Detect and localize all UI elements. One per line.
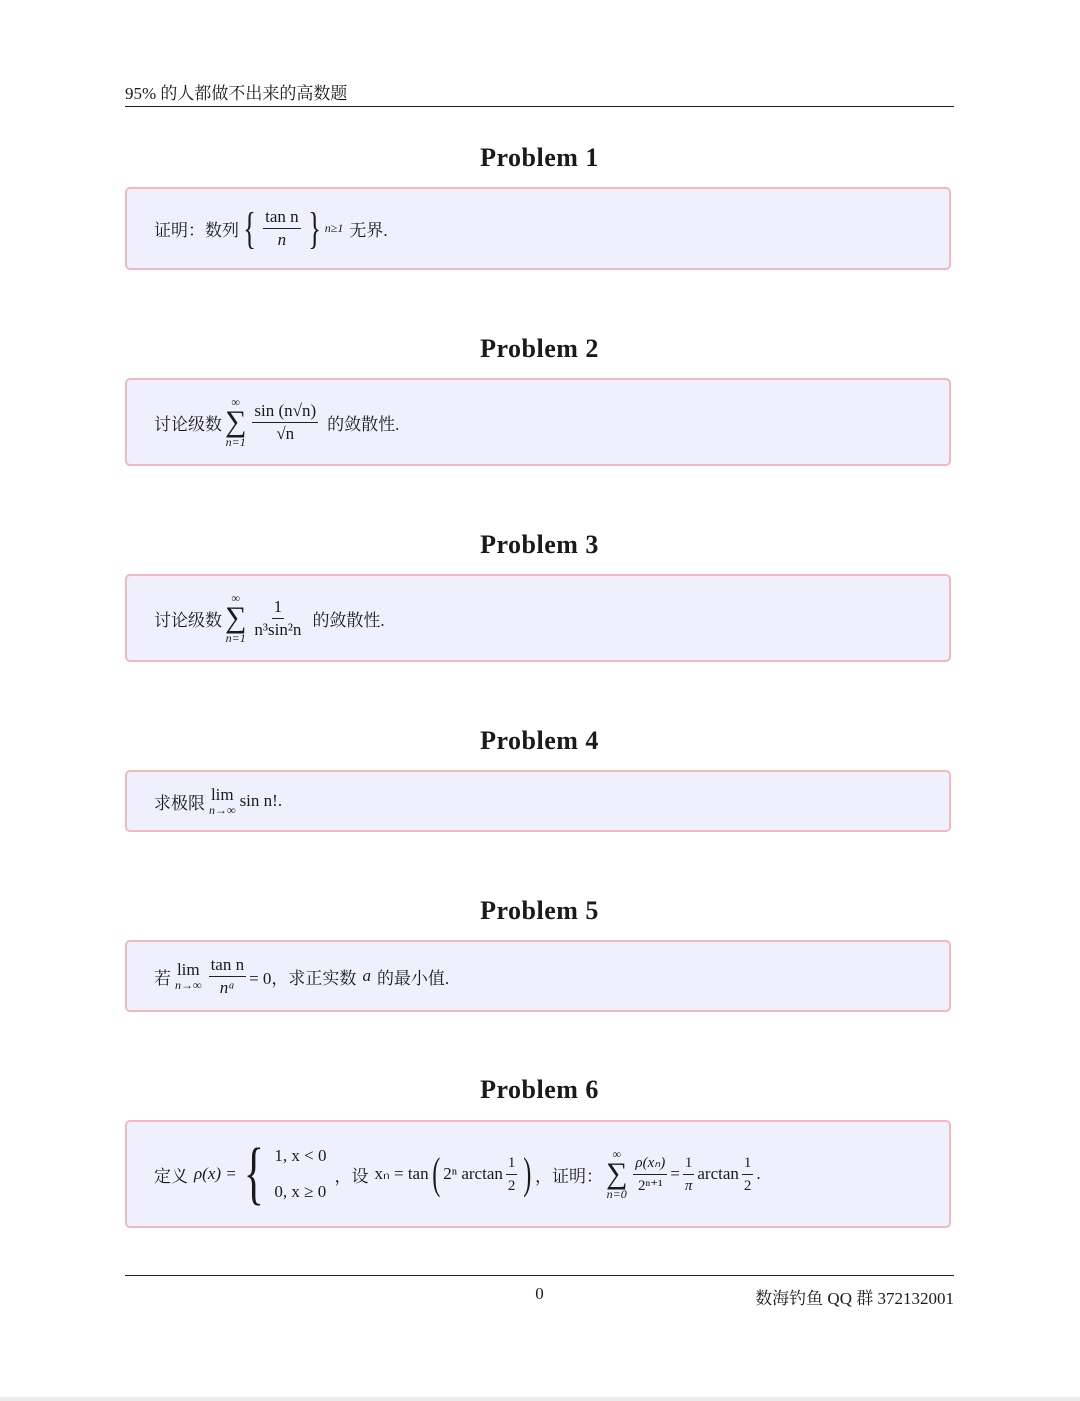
fraction-numerator: 1 (742, 1154, 754, 1175)
page-header (125, 82, 954, 107)
problem-4-box (125, 770, 951, 832)
page-bottom-edge (0, 1397, 1080, 1401)
problem-2-title: Problem 2 (480, 334, 599, 363)
problem-3-prefix: 讨论级数 (154, 610, 222, 630)
fraction-denominator: n (277, 230, 287, 249)
fraction-numerator: tan n (263, 208, 301, 229)
sum-upper: ∞ (231, 591, 240, 605)
fraction-denominator: 2 (743, 1177, 752, 1194)
piecewise-cases (274, 1138, 326, 1210)
problem-6-box (125, 1120, 951, 1228)
problem-3-suffix: 的敛散性. (312, 610, 385, 630)
problem-6-mid2: ，证明： (535, 1166, 604, 1186)
lim-subscript: n→∞ (209, 803, 236, 817)
problem-5-fraction (209, 956, 247, 997)
fraction-numerator: sin (n√n) (252, 402, 318, 423)
fraction-numerator: ρ(xₙ) (633, 1154, 667, 1175)
problem-1-prefix: 证明：数列 (154, 221, 239, 240)
fraction-denominator: n³sin²n (254, 619, 302, 639)
limit (175, 961, 202, 991)
sum-upper: ∞ (612, 1147, 621, 1161)
sum-lower: n=0 (606, 1187, 627, 1201)
right-brace: } (307, 203, 321, 253)
problem-5-prefix: 若 (154, 968, 171, 988)
problem-1-box (125, 187, 951, 270)
page-number: 0 (535, 1284, 544, 1303)
cases-brace: { (243, 1135, 264, 1212)
fraction-denominator: nᵃ (219, 977, 235, 997)
lim-subscript: n→∞ (175, 978, 202, 992)
fraction-numerator: tan n (209, 956, 247, 977)
left-paren: ( (431, 1149, 440, 1198)
page-footer (125, 1275, 954, 1306)
half-fraction (506, 1154, 518, 1195)
problem-3-box (125, 574, 951, 662)
fraction-denominator: π (684, 1177, 693, 1194)
fraction-denominator: 2 (507, 1177, 516, 1194)
end-period: . (756, 1164, 761, 1183)
sum-lower: n=1 (225, 631, 246, 645)
xn-definition: xₙ = tan (374, 1164, 429, 1183)
fraction-numerator: 1 (272, 598, 285, 619)
lim-label: lim (176, 960, 200, 979)
fraction-denominator: 2ⁿ⁺¹ (638, 1177, 663, 1194)
arctan-label: arctan (697, 1164, 739, 1183)
case-1: 1, x < 0 (274, 1146, 327, 1165)
left-brace: { (243, 203, 256, 253)
problem-5-mid: = 0，求正实数 (249, 968, 357, 988)
problem-5-variable: a (362, 966, 371, 985)
summation (225, 592, 246, 644)
problem-3-fraction (252, 598, 303, 639)
inner-expression: 2ⁿ arctan (443, 1164, 503, 1183)
case-2: 0, x ≥ 0 (274, 1182, 327, 1201)
sum-lower: n=1 (225, 435, 246, 449)
problem-5-title: Problem 5 (480, 896, 599, 925)
problem-2-suffix: 的敛散性. (327, 414, 400, 434)
problem-2-fraction (252, 402, 318, 443)
half-fraction-2 (742, 1154, 754, 1195)
fraction-numerator: 1 (506, 1154, 518, 1175)
problem-2-prefix: 讨论级数 (154, 414, 222, 434)
summation (606, 1148, 627, 1200)
header-title: 95% 的人都做不出来的高数题 (125, 84, 348, 103)
pi-fraction (683, 1154, 695, 1195)
problem-2-box (125, 378, 951, 466)
problem-6-mid1: ，设 (334, 1166, 369, 1186)
footer-right-text: 数海钓鱼 QQ 群 372132001 (755, 1289, 954, 1308)
sum-upper: ∞ (231, 395, 240, 409)
sequence-subscript: n≥1 (324, 221, 344, 235)
fraction-denominator: √n (276, 423, 295, 443)
rho-function: ρ(x) = (194, 1164, 237, 1183)
problem-6-title: Problem 6 (480, 1075, 599, 1104)
problem-3-title: Problem 3 (480, 530, 599, 559)
equals-sign: = (670, 1164, 680, 1183)
summation (225, 396, 246, 448)
problem-4-prefix: 求极限 (154, 793, 205, 813)
lim-label: lim (210, 785, 234, 804)
problem-1-fraction (263, 208, 301, 249)
problem-1-suffix: 无界. (349, 221, 388, 240)
problem-4-title: Problem 4 (480, 726, 599, 755)
limit (209, 786, 236, 816)
problem-5-box (125, 940, 951, 1012)
sigma-icon: ∑ (225, 601, 247, 634)
problem-6-prefix: 定义 (154, 1166, 188, 1186)
problem-5-suffix: 的最小值. (376, 968, 450, 988)
rho-fraction (633, 1154, 667, 1195)
sigma-icon: ∑ (225, 405, 247, 438)
fraction-numerator: 1 (683, 1154, 695, 1175)
right-paren: ) (523, 1149, 532, 1198)
sigma-icon: ∑ (606, 1157, 628, 1190)
problem-4-expression: sin n!. (239, 791, 283, 810)
problem-1-title: Problem 1 (480, 143, 599, 172)
